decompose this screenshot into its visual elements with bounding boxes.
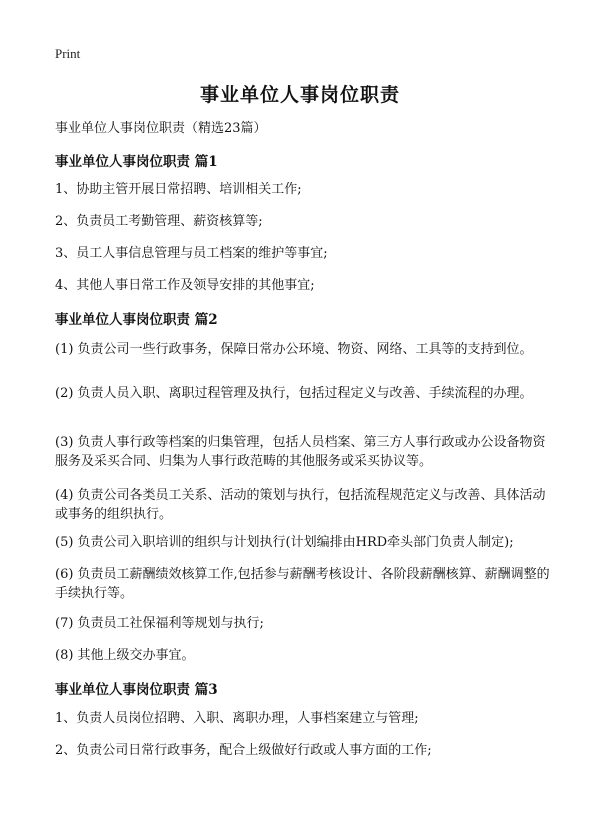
list-item: (7) 负责员工社保福利等规划与执行; [55, 616, 264, 631]
section-heading-3: 事业单位人事岗位职责 篇3 [55, 682, 218, 698]
list-item: 1、负责人员岗位招聘、入职、离职办理，人事档案建立与管理; [55, 711, 419, 726]
list-item: (5) 负责公司入职培训的组织与计划执行(计划编排由HRD牵头部门负责人制定); [55, 535, 514, 550]
section-heading-1: 事业单位人事岗位职责 篇1 [55, 154, 218, 170]
list-item: 3、员工人事信息管理与员工档案的维护等事宜; [55, 246, 328, 261]
list-item: (8) 其他上级交办事宜。 [55, 648, 195, 663]
list-item: (6) 负责员工薪酬绩效核算工作,包括参与薪酬考核设计、各阶段薪酬核算、薪酬调整的手续执行等。 [55, 567, 550, 601]
document-subtitle: 事业单位人事岗位职责（精选23篇） [55, 121, 267, 136]
list-item: 1、协助主管开展日常招聘、培训相关工作; [55, 182, 302, 197]
list-item: (3) 负责人事行政等档案的归集管理，包括人员档案、第三方人事行政或办公设备物资服务及采买合同、归集为人事行政范畴的其他服务或采买协议等。 [55, 435, 546, 469]
print-label[interactable]: Print [55, 46, 81, 61]
list-item: 4、其他人事日常工作及领导安排的其他事宜; [55, 278, 315, 293]
list-item: (1) 负责公司一些行政事务，保障日常办公环境、物资、网络、工具等的支持到位。 [55, 342, 533, 357]
document-title: 事业单位人事岗位职责 [199, 84, 400, 106]
list-item: 2、负责公司日常行政事务，配合上级做好行政或人事方面的工作; [55, 743, 432, 758]
list-item: (4) 负责公司各类员工关系、活动的策划与执行，包括流程规范定义与改善、具体活动或事务的组织执行。 [55, 488, 546, 522]
list-item: (2) 负责人员入职、离职过程管理及执行，包括过程定义与改善、手续流程的办理。 [55, 386, 533, 401]
list-item: 2、负责员工考勤管理、薪资核算等; [55, 214, 263, 229]
section-heading-2: 事业单位人事岗位职责 篇2 [55, 312, 218, 328]
